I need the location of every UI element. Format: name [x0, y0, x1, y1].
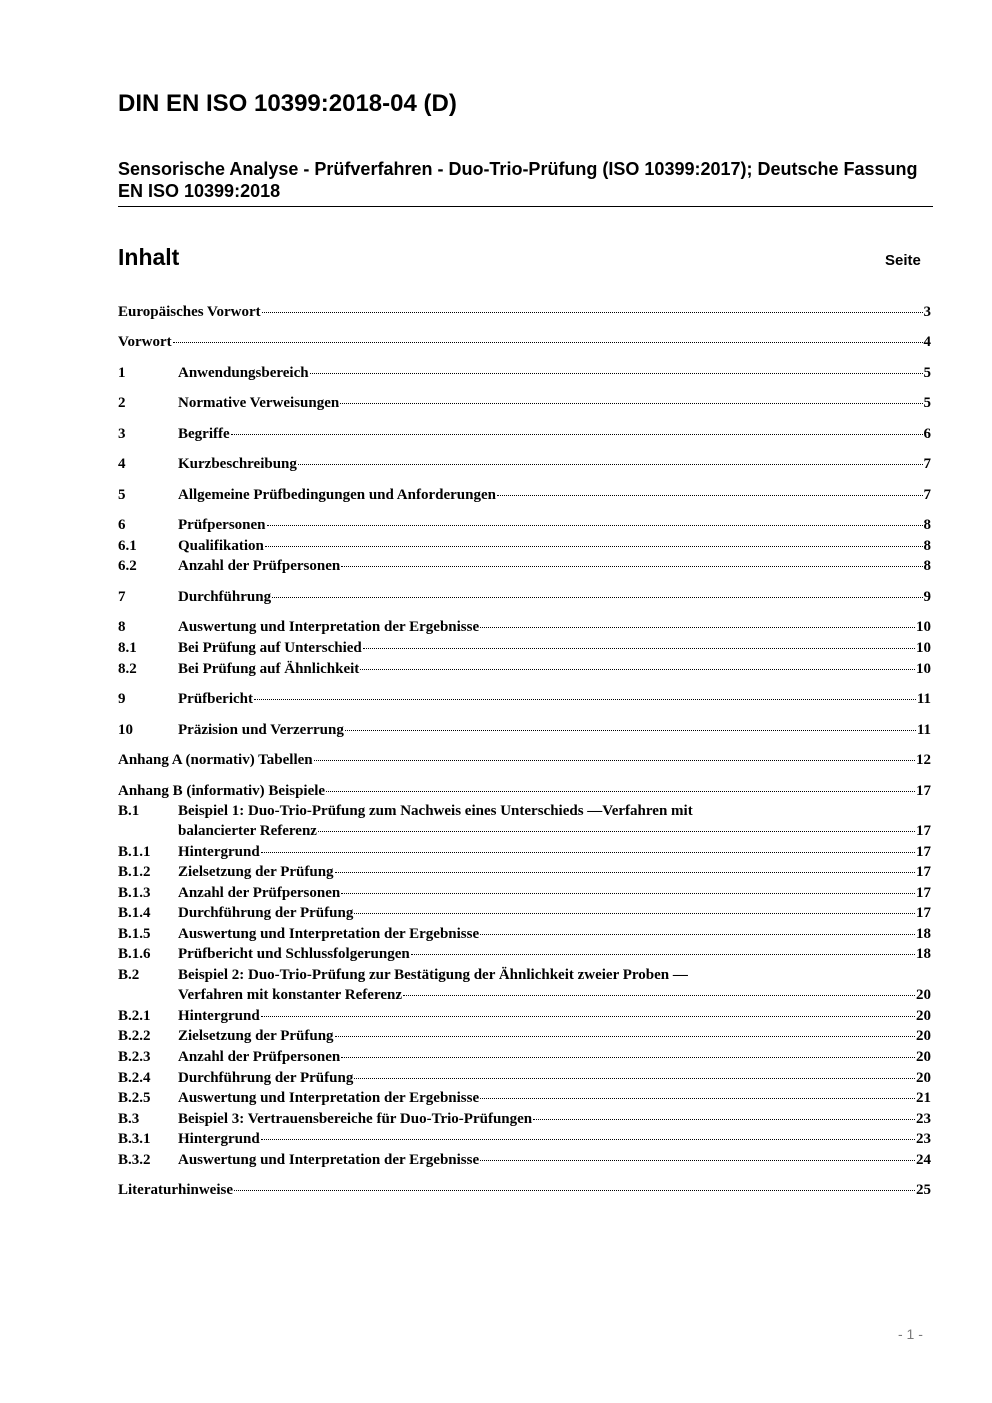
toc-entry[interactable] [118, 750, 931, 770]
toc-dot-leader [265, 546, 923, 547]
toc-entry[interactable] [118, 638, 931, 658]
toc-entry-title: Normative Verweisungen [178, 395, 340, 411]
toc-entry[interactable] [118, 454, 931, 474]
toc-entry[interactable] [118, 944, 931, 964]
toc-entry-number: 1 [118, 365, 126, 381]
toc-dot-leader [497, 495, 923, 496]
toc-dot-leader [341, 1057, 915, 1058]
toc-dot-leader [360, 669, 915, 670]
toc-entry-title: Präzision und Verzerrung [178, 722, 344, 738]
toc-entry-page: 17 [916, 844, 931, 860]
document-title: DIN EN ISO 10399:2018-04 (D) [118, 90, 457, 117]
toc-entry-page: 10 [916, 640, 931, 656]
toc-entry-number: 2 [118, 395, 126, 411]
toc-entry[interactable] [118, 302, 931, 322]
toc-entry-title: Auswertung und Interpretation der Ergebnisse [178, 1152, 480, 1168]
toc-entry-title: Auswertung und Interpretation der Ergebnisse [178, 926, 480, 942]
table-of-contents [118, 0, 931, 1403]
toc-entry-page: 24 [916, 1152, 931, 1168]
toc-entry[interactable] [118, 903, 931, 923]
toc-entry-title: Anhang B (informativ) Beispiele [118, 783, 326, 799]
toc-entry-number: 10 [118, 722, 133, 738]
toc-dot-leader [345, 730, 916, 731]
toc-entry-page: 20 [916, 987, 931, 1003]
toc-entry-number: 6.2 [118, 558, 137, 574]
toc-dot-leader [341, 566, 922, 567]
toc-dot-leader [340, 403, 922, 404]
toc-dot-leader [480, 1160, 915, 1161]
toc-entry-number: B.2 [118, 967, 140, 983]
toc-dot-leader [533, 1119, 915, 1120]
toc-entry-page: 10 [916, 619, 931, 635]
toc-dot-leader [254, 699, 916, 700]
toc-entry-page: 4 [923, 334, 931, 350]
toc-entry[interactable] [118, 1129, 931, 1149]
toc-entry-number: B.2.1 [118, 1008, 151, 1024]
toc-entry-number: B.1.2 [118, 864, 151, 880]
toc-entry-page: 17 [916, 905, 931, 921]
toc-entry-number: B.1 [118, 803, 140, 819]
toc-entry-page: 23 [916, 1131, 931, 1147]
toc-entry[interactable] [118, 1047, 931, 1067]
toc-entry-number: B.2.4 [118, 1070, 151, 1086]
toc-entry-number: 3 [118, 426, 126, 442]
toc-entry[interactable] [118, 781, 931, 801]
toc-entry-title-continued: Verfahren mit konstanter Referenz [178, 987, 402, 1003]
toc-entry-title: Qualifikation [178, 538, 264, 554]
toc-entry[interactable] [118, 1026, 931, 1046]
toc-entry[interactable] [118, 515, 931, 535]
toc-entry[interactable] [118, 842, 931, 862]
document-subtitle: Sensorische Analyse - Prüfverfahren - Duo-Trio-Prüfung (ISO 10399:2017); Deutsche Fassung EN ISO 10399:2018 [118, 159, 918, 201]
toc-entry-page: 8 [923, 517, 931, 533]
toc-dot-leader [411, 954, 915, 955]
toc-dot-leader [261, 852, 915, 853]
toc-entry-title: Beispiel 1: Duo-Trio-Prüfung zum Nachweis eines Unterschieds —Verfahren mit [178, 803, 693, 819]
toc-entry[interactable] [118, 924, 931, 944]
toc-entry-number: 8.2 [118, 661, 137, 677]
toc-entry-page: 11 [916, 722, 931, 738]
toc-dot-leader [231, 434, 923, 435]
toc-entry-number: B.1.4 [118, 905, 151, 921]
toc-entry-page: 3 [923, 304, 931, 320]
toc-entry-page: 5 [923, 395, 931, 411]
toc-entry-title: Vorwort [118, 334, 172, 350]
toc-entry-page: 20 [916, 1049, 931, 1065]
toc-entry-title: Hintergrund [178, 1008, 260, 1024]
toc-entry-title: Hintergrund [178, 844, 260, 860]
toc-entry-page: 18 [916, 946, 931, 962]
toc-entry-title: Auswertung und Interpretation der Ergebnisse [178, 619, 480, 635]
toc-entry-title: Durchführung [178, 589, 272, 605]
toc-entry-page: 20 [916, 1070, 931, 1086]
toc-dot-leader [318, 831, 915, 832]
toc-dot-leader [354, 913, 915, 914]
toc-dot-leader [234, 1190, 915, 1191]
toc-dot-leader [262, 312, 923, 313]
toc-entry[interactable] [118, 1088, 931, 1108]
toc-entry-title: Beispiel 2: Duo-Trio-Prüfung zur Bestätigung der Ähnlichkeit zweier Proben — [178, 967, 688, 983]
toc-entry[interactable] [118, 1068, 931, 1088]
toc-entry-page: 5 [923, 365, 931, 381]
toc-entry-title: Beispiel 3: Vertrauensbereiche für Duo-Trio-Prüfungen [178, 1111, 533, 1127]
toc-dot-leader [310, 373, 923, 374]
toc-entry-title: Prüfbericht [178, 691, 253, 707]
toc-dot-leader [326, 791, 915, 792]
toc-entry-number: B.3.1 [118, 1131, 151, 1147]
toc-entry-number: 4 [118, 456, 126, 472]
toc-entry-page: 11 [916, 691, 931, 707]
toc-dot-leader [173, 342, 923, 343]
toc-entry-continuation[interactable] [118, 985, 931, 1005]
toc-entry-page: 8 [923, 558, 931, 574]
toc-entry-number: 7 [118, 589, 126, 605]
toc-entry-number: 8.1 [118, 640, 137, 656]
toc-dot-leader [261, 1016, 915, 1017]
toc-entry-page: 10 [916, 661, 931, 677]
toc-entry-number: B.2.5 [118, 1090, 151, 1106]
toc-entry-number: B.2.3 [118, 1049, 151, 1065]
toc-entry[interactable] [118, 424, 931, 444]
toc-entry-page: 7 [923, 456, 931, 472]
toc-entry[interactable] [118, 689, 931, 709]
toc-entry-page: 17 [916, 885, 931, 901]
toc-entry-page: 21 [916, 1090, 931, 1106]
toc-entry-number: B.2.2 [118, 1028, 151, 1044]
toc-entry-page: 23 [916, 1111, 931, 1127]
toc-entry-page: 17 [916, 783, 931, 799]
toc-dot-leader [261, 1139, 915, 1140]
toc-entry-number: 6.1 [118, 538, 137, 554]
toc-entry-continuation[interactable] [118, 821, 931, 841]
toc-entry-page: 20 [916, 1008, 931, 1024]
toc-dot-leader [335, 872, 915, 873]
toc-entry-number: 5 [118, 487, 126, 503]
toc-entry-title: Begriffe [178, 426, 230, 442]
toc-entry[interactable] [118, 556, 931, 576]
toc-entry-page: 6 [923, 426, 931, 442]
toc-entry-title: Zielsetzung der Prüfung [178, 1028, 334, 1044]
toc-entry[interactable] [118, 332, 931, 352]
toc-entry-title: Anzahl der Prüfpersonen [178, 558, 341, 574]
toc-entry-title: Durchführung der Prüfung [178, 1070, 354, 1086]
toc-dot-leader [363, 648, 915, 649]
toc-dot-leader [335, 1036, 915, 1037]
toc-dot-leader [480, 934, 915, 935]
toc-entry-page: 17 [916, 823, 931, 839]
toc-entry-title: Literaturhinweise [118, 1182, 233, 1198]
toc-entry-page: 17 [916, 864, 931, 880]
toc-entry[interactable] [118, 393, 931, 413]
toc-entry-number: 9 [118, 691, 126, 707]
toc-entry-title: Europäisches Vorwort [118, 304, 261, 320]
toc-entry-page: 8 [923, 538, 931, 554]
toc-entry-title: Bei Prüfung auf Ähnlichkeit [178, 661, 360, 677]
toc-dot-leader [354, 1078, 915, 1079]
toc-entry-title: Anhang A (normativ) Tabellen [118, 752, 313, 768]
toc-entry-number: B.1.1 [118, 844, 151, 860]
toc-entry[interactable] [118, 862, 931, 882]
toc-entry[interactable] [118, 536, 931, 556]
toc-entry[interactable] [118, 587, 931, 607]
toc-dot-leader [314, 760, 915, 761]
toc-entry-title-continued: balancierter Referenz [178, 823, 317, 839]
toc-dot-leader [403, 995, 915, 996]
toc-dot-leader [480, 1098, 915, 1099]
toc-entry-number: B.1.3 [118, 885, 151, 901]
toc-dot-leader [298, 464, 923, 465]
page-number: - 1 - [898, 1326, 923, 1342]
toc-entry-page: 20 [916, 1028, 931, 1044]
toc-entry-page: 18 [916, 926, 931, 942]
toc-entry[interactable] [118, 1006, 931, 1026]
toc-entry[interactable] [118, 801, 931, 821]
toc-heading: Inhalt [118, 244, 180, 270]
toc-entry-page: 25 [916, 1182, 931, 1198]
toc-entry-page: 7 [923, 487, 931, 503]
toc-entry-title: Anzahl der Prüfpersonen [178, 885, 341, 901]
toc-entry[interactable] [118, 363, 931, 383]
toc-entry-title: Hintergrund [178, 1131, 260, 1147]
toc-entry-title: Zielsetzung der Prüfung [178, 864, 334, 880]
toc-entry-title: Prüfbericht und Schlussfolgerungen [178, 946, 410, 962]
toc-entry[interactable] [118, 617, 931, 637]
toc-dot-leader [272, 597, 922, 598]
toc-entry-number: B.3.2 [118, 1152, 151, 1168]
toc-entry[interactable] [118, 1180, 931, 1200]
toc-entry[interactable] [118, 883, 931, 903]
toc-entry-number: B.1.5 [118, 926, 151, 942]
toc-entry[interactable] [118, 1109, 931, 1129]
toc-dot-leader [341, 893, 915, 894]
toc-entry-title: Anzahl der Prüfpersonen [178, 1049, 341, 1065]
toc-entry-title: Auswertung und Interpretation der Ergebnisse [178, 1090, 480, 1106]
toc-dot-leader [480, 627, 915, 628]
toc-entry-title: Bei Prüfung auf Unterschied [178, 640, 362, 656]
toc-entry-number: B.1.6 [118, 946, 151, 962]
toc-entry-number: B.3 [118, 1111, 140, 1127]
toc-entry-title: Allgemeine Prüfbedingungen und Anforderungen [178, 487, 496, 503]
toc-entry[interactable] [118, 720, 931, 740]
toc-entry-title: Durchführung der Prüfung [178, 905, 354, 921]
toc-entry-number: 8 [118, 619, 126, 635]
toc-entry[interactable] [118, 1150, 931, 1170]
page-column-label: Seite [885, 252, 921, 269]
toc-entry-title: Prüfpersonen [178, 517, 266, 533]
toc-entry-page: 12 [916, 752, 931, 768]
toc-entry[interactable] [118, 659, 931, 679]
toc-entry-title: Anwendungsbereich [178, 365, 309, 381]
toc-entry-page: 9 [923, 589, 931, 605]
toc-entry-title: Kurzbeschreibung [178, 456, 297, 472]
toc-entry[interactable] [118, 965, 931, 985]
toc-dot-leader [267, 525, 923, 526]
toc-entry[interactable] [118, 485, 931, 505]
toc-entry-number: 6 [118, 517, 126, 533]
